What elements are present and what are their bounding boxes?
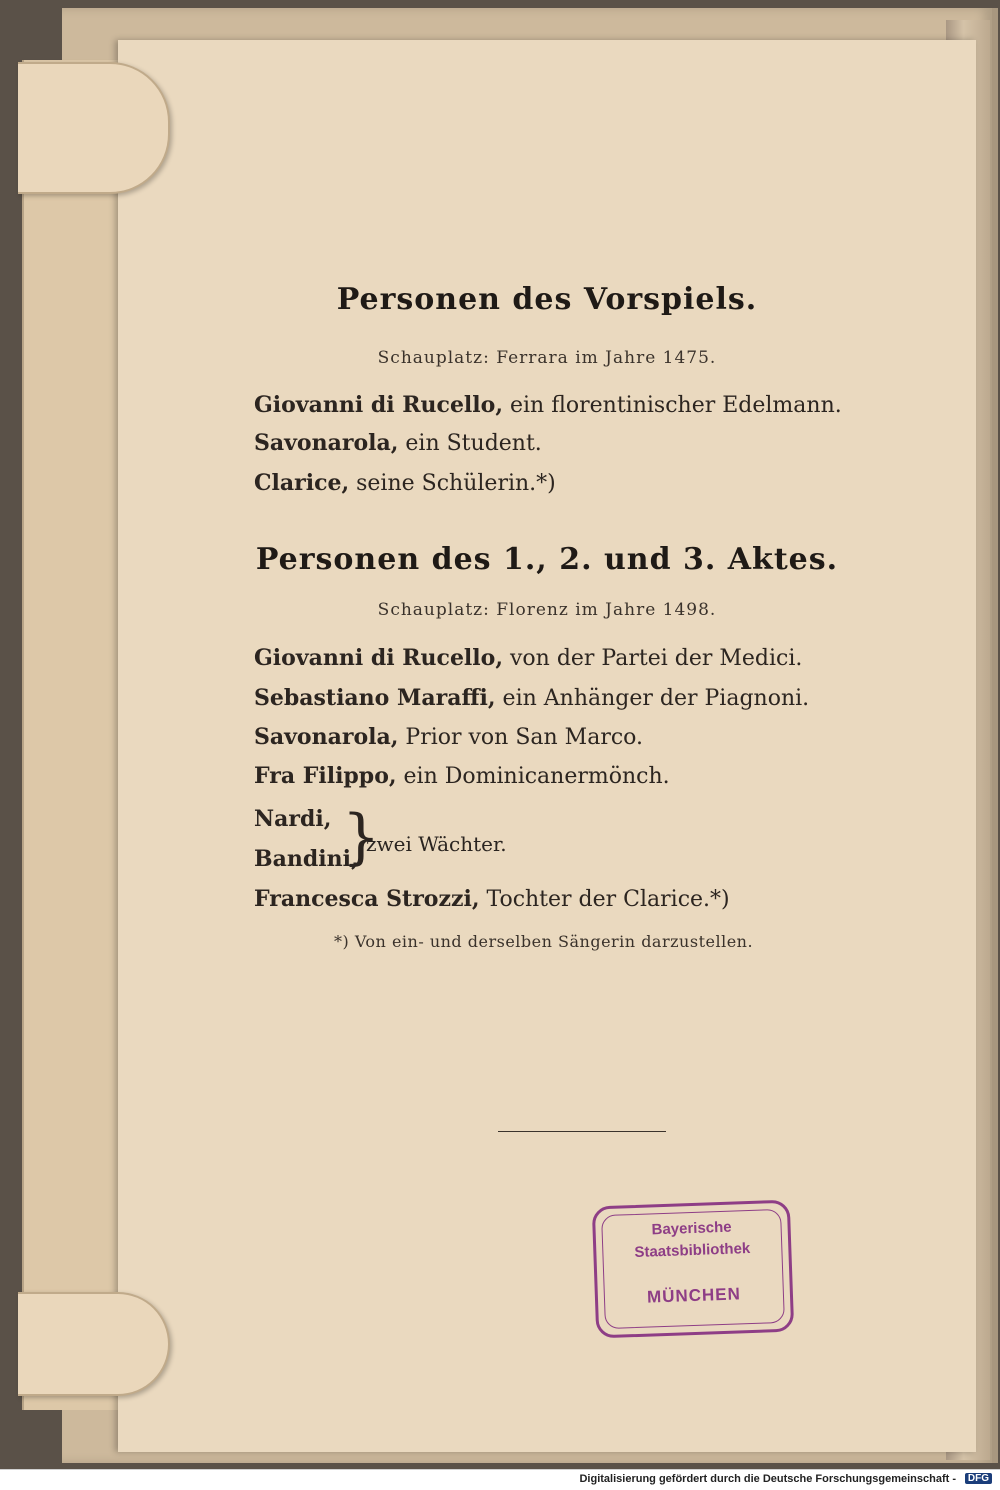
library-stamp [592,1200,794,1339]
curly-brace-icon: } [342,802,381,872]
character-name: Bandini, [254,846,359,872]
character-name: Nardi, [254,806,332,832]
character-description: von der Partei der Medici. [509,646,803,671]
page-content [118,0,976,1307]
cast-entry [254,470,556,496]
prelude-setting: Schauplatz: Ferrara im Jahre 1475. [377,348,717,368]
cast-entry [254,886,730,912]
digitization-footer [0,1469,1000,1490]
stamp-line: Staatsbibliothek [634,1239,751,1262]
acts-cast-heading: Personen des 1., 2. und 3. Aktes. [255,542,839,577]
footnote: *) Von ein- und derselben Sängerin darzustellen. [334,932,754,951]
character-name: Giovanni di Rucello, [254,645,503,671]
cast-entry [254,806,331,832]
cast-entry [254,392,842,418]
character-description: seine Schülerin.*) [356,471,556,496]
footer-credit: Digitalisierung gefördert durch die Deutsche Forschungsgemeinschaft - [579,1473,956,1485]
divider-rule [498,1131,666,1132]
dfg-logo-icon: DFG [965,1473,992,1484]
cast-entry [254,685,809,711]
character-name: Fra Filippo, [254,763,397,789]
character-description: ein florentinischer Edelmann. [509,393,842,418]
page-holder-clip-bottom [18,1292,170,1396]
watchmen-brace-group [342,802,542,876]
character-name: Savonarola, [254,430,399,456]
stamp-line: Bayerische [651,1218,732,1239]
character-name: Savonarola, [254,724,399,750]
stamp-line: MÜNCHEN [646,1284,742,1307]
acts-setting: Schauplatz: Florenz im Jahre 1498. [377,600,717,620]
character-description: Tochter der Clarice.*) [486,887,730,912]
brace-description: zwei Wächter. [366,832,507,856]
cast-entry [254,645,802,671]
character-description: Prior von San Marco. [405,725,644,750]
character-description: ein Anhänger der Piagnoni. [502,686,810,711]
character-name: Sebastiano Maraffi, [254,685,496,711]
character-description: ein Student. [405,431,542,456]
cast-entry [254,763,670,789]
cast-entry [254,430,542,456]
character-name: Giovanni di Rucello, [254,392,503,418]
character-name: Clarice, [254,470,350,496]
cast-entry [254,724,643,750]
prelude-cast-heading: Personen des Vorspiels. [336,282,758,317]
character-name: Francesca Strozzi, [254,886,480,912]
character-description: ein Dominicanermönch. [403,764,670,789]
